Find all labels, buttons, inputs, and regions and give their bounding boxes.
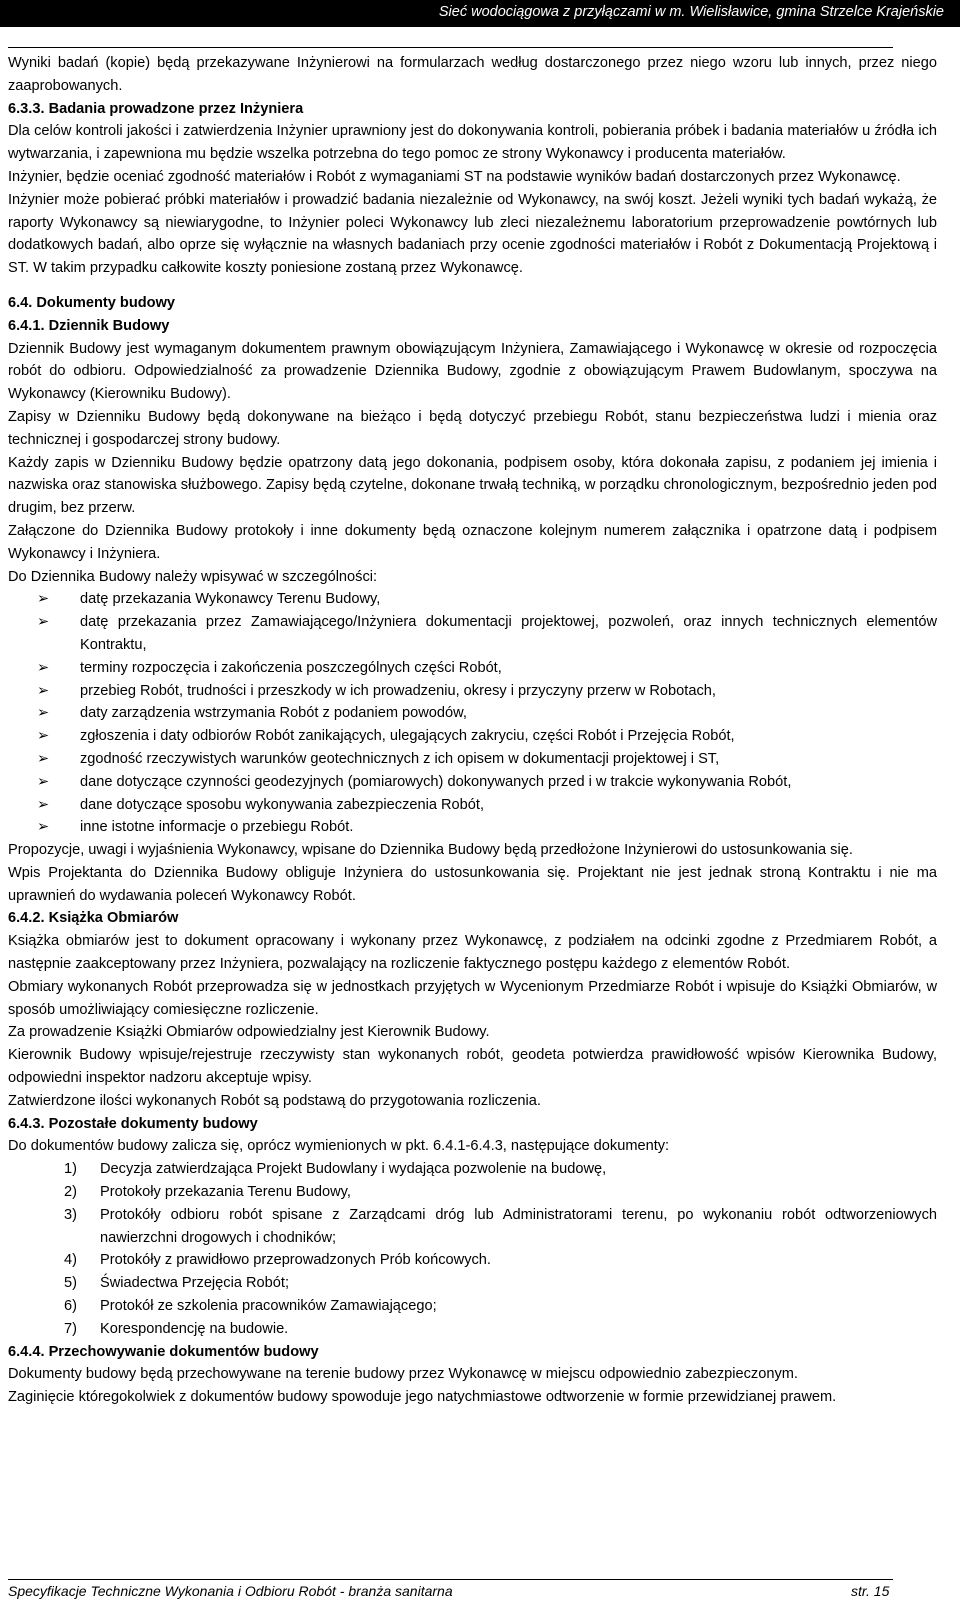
list-item: 4) Protokóły z prawidłowo przeprowadzonych Prób końcowych. [8,1249,937,1272]
other-documents-list [8,1158,937,1340]
list-item: ➢ zgodność rzeczywistych warunków geotechnicznych z ich opisem w dokumentacji projektowej i ST, [8,748,937,771]
paragraph: Zapisy w Dzienniku Budowy będą dokonywane na bieżąco i będą dotyczyć przebiegu Robót, stanu bezpieczeństwa ludzi i mienia oraz technicznej i gospodarczej strony budowy. [8,408,937,448]
list-item: ➢ daty zarządzenia wstrzymania Robót z podaniem powodów, [8,702,937,725]
section-heading-643: 6.4.3. Pozostałe dokumenty budowy [8,1115,258,1132]
paragraph: Dziennik Budowy jest wymaganym dokumentem prawnym obowiązującym Inżyniera, Zamawiającego i Wykonawcę w okresie od rozpoczęcia robót do odbioru. Odpowiedzialność za prowadzenie Dziennika Budowy, zgodnie z obowiązującym Prawem Budowlanym, spoczywa na Wykonawcy (Kierowniku Budowy). [8,340,937,403]
section-heading-642: 6.4.2. Książka Obmiarów [8,910,179,927]
list-item: ➢ inne istotne informacje o przebiegu Robót. [8,816,937,839]
list-item: ➢ dane dotyczące sposobu wykonywania zabezpieczenia Robót, [8,794,937,817]
paragraph: Inżynier może pobierać próbki materiałów i prowadzić badania niezależnie od Wykonawcy, na swój koszt. Jeżeli wyniki tych badań wykażą, że raporty Wykonawcy są niewiarygodne, to Inżynier poleci Wykonawcy lub zleci niezależnemu laboratorium przeprowadzenie powtórnych lub dodatkowych badań, albo oprze się wyłącznie na własnych badaniach przy ocenie zgodności materiałów i Robót z Dokumentacją Projektową i ST. W takim przypadku całkowite koszty poniesione zostaną przez Wykonawcę. [8,191,937,277]
list-item: 2) Protokoły przekazania Terenu Budowy, [8,1181,937,1204]
paragraph: Wpis Projektanta do Dziennika Budowy obliguje Inżyniera do ustosunkowania się. Projektant nie jest jednak stroną Kontraktu i nie ma uprawnień do wydawania poleceń Wykonawcy Robót. [8,864,937,904]
list-item: 5) Świadectwa Przejęcia Robót; [8,1272,937,1295]
paragraph: Załączone do Dziennika Budowy protokoły i inne dokumenty będą oznaczone kolejnym numerem załącznika i opatrzone datą i podpisem Wykonawcy i Inżyniera. [8,522,937,562]
paragraph: Dokumenty budowy będą przechowywane na terenie budowy przez Wykonawcę w miejscu odpowiednio zabezpieczonym. [8,1366,798,1383]
header-bar [0,0,960,27]
list-number: 3) [64,1206,77,1223]
header-divider [8,47,893,48]
section-heading-64: 6.4. Dokumenty budowy [8,294,176,311]
diary-entries-list [8,588,937,839]
arrow-bullet-icon: ➢ [37,659,50,676]
list-item: 1) Decyzja zatwierdzająca Projekt Budowlany i wydająca pozwolenie na budowę, [8,1158,937,1181]
list-item: ➢ datę przekazania Wykonawcy Terenu Budowy, [8,588,937,611]
paragraph: Kierownik Budowy wpisuje/rejestruje rzeczywisty stan wykonanych robót, geodeta potwierdza prawidłowość wpisów Kierownika Budowy, odpowiedni inspektor nadzoru akceptuje wpisy. [8,1047,937,1087]
paragraph: Obmiary wykonanych Robót przeprowadza się w jednostkach przyjętych w Wycenionym Przedmiarze Robót i wpisuje do Książki Obmiarów, w sposób umożliwiający comiesięczne rozliczenie. [8,978,937,1018]
section-heading-641: 6.4.1. Dziennik Budowy [8,317,170,334]
arrow-bullet-icon: ➢ [37,682,50,699]
list-item: ➢ dane dotyczące czynności geodezyjnych (pomiarowych) dokonywanych przed i w trakcie wykonywania Robót, [8,771,937,794]
paragraph: Książka obmiarów jest to dokument opracowany i wykonany przez Wykonawcę, z podziałem na odcinki zgodne z Przedmiarem Robót, a następnie zaakceptowany przez Inżyniera, pozwalający na rozliczenie faktycznego postępu każdego z elementów Robót. [8,933,937,973]
list-item: 6) Protokół ze szkolenia pracowników Zamawiającego; [8,1295,937,1318]
arrow-bullet-icon: ➢ [37,796,50,813]
paragraph: Zaginięcie któregokolwiek z dokumentów budowy spowoduje jego natychmiastowe odtworzenie w formie przewidzianej prawem. [8,1389,837,1406]
paragraph: Dla celów kontroli jakości i zatwierdzenia Inżynier uprawniony jest do dokonywania kontroli, pobierania próbek i badania materiałów u źródła ich wytwarzania, i zapewniona mu będzie wszelka potrzebna do tego pomoc ze strony Wykonawcy i producenta materiałów. [8,123,937,163]
paragraph: Propozycje, uwagi i wyjaśnienia Wykonawcy, wpisane do Dziennika Budowy będą przedłożone Inżynierowi do ustosunkowania się. [8,842,853,859]
list-number: 2) [64,1184,77,1201]
arrow-bullet-icon: ➢ [37,773,50,790]
list-number: 6) [64,1298,77,1315]
paragraph: Do dokumentów budowy zalicza się, oprócz wymienionych w pkt. 6.4.1-6.4.3, następujące dokumenty: [8,1138,670,1155]
list-number: 7) [64,1320,77,1337]
paragraph: Za prowadzenie Książki Obmiarów odpowiedzialny jest Kierownik Budowy. [8,1024,490,1041]
arrow-bullet-icon: ➢ [37,591,50,608]
list-item: ➢ datę przekazania przez Zamawiającego/Inżyniera dokumentacji projektowej, pozwoleń, oraz innych technicznych elementów Kontraktu, [8,611,937,657]
arrow-bullet-icon: ➢ [37,705,50,722]
paragraph: Inżynier, będzie oceniać zgodność materiałów i Robót z wymaganiami ST na podstawie wyników badań dostarczonych przez Wykonawcę. [8,168,901,185]
page-number: str. 15 [851,1583,890,1599]
paragraph: Zatwierdzone ilości wykonanych Robót są podstawą do przygotowania rozliczenia. [8,1092,541,1109]
list-item: 3) Protokóły odbioru robót spisane z Zarządcami dróg lub Administratorami terenu, po wykonaniu robót odtworzeniowych nawierzchni drogowych i chodników; [8,1204,937,1250]
arrow-bullet-icon: ➢ [37,819,50,836]
section-heading-633: 6.3.3. Badania prowadzone przez Inżyniera [8,100,304,117]
paragraph: Każdy zapis w Dzienniku Budowy będzie opatrzony datą jego dokonania, podpisem osoby, która dokonała zapisu, z podaniem jej imienia i nazwiska oraz stanowiska służbowego. Zapisy będą czytelne, dokonane trwałą techniką, w porządku chronologicznym, bezpośrednio jeden pod drugim, bez przerw. [8,454,937,517]
list-item: ➢ zgłoszenia i daty odbiorów Robót zanikających, ulegających zakryciu, części Robót i Przejęcia Robót, [8,725,937,748]
section-heading-644: 6.4.4. Przechowywanie dokumentów budowy [8,1343,319,1360]
list-item: ➢ przebieg Robót, trudności i przeszkody w ich prowadzeniu, okresy i przyczyny przerw w Robotach, [8,680,937,703]
list-item: ➢ terminy rozpoczęcia i zakończenia poszczególnych części Robót, [8,657,937,680]
footer-document-title: Specyfikacje Techniczne Wykonania i Odbioru Robót - branża sanitarna [8,1583,453,1599]
list-number: 1) [64,1161,77,1178]
header-title: Sieć wodociągowa z przyłączami w m. Wielisławice, gmina Strzelce Krajeńskie [438,4,944,20]
document-body [8,52,937,1409]
footer-divider [8,1579,893,1580]
list-number: 4) [64,1252,77,1269]
paragraph: Wyniki badań (kopie) będą przekazywane Inżynierowi na formularzach według dostarczonego przez niego wzoru lub innych, przez niego zaaprobowanych. [8,55,937,94]
arrow-bullet-icon: ➢ [37,750,50,767]
arrow-bullet-icon: ➢ [37,728,50,745]
list-number: 5) [64,1275,77,1292]
paragraph: Do Dziennika Budowy należy wpisywać w szczególności: [8,568,378,585]
list-item: 7) Korespondencję na budowie. [8,1318,937,1341]
arrow-bullet-icon: ➢ [37,614,50,631]
